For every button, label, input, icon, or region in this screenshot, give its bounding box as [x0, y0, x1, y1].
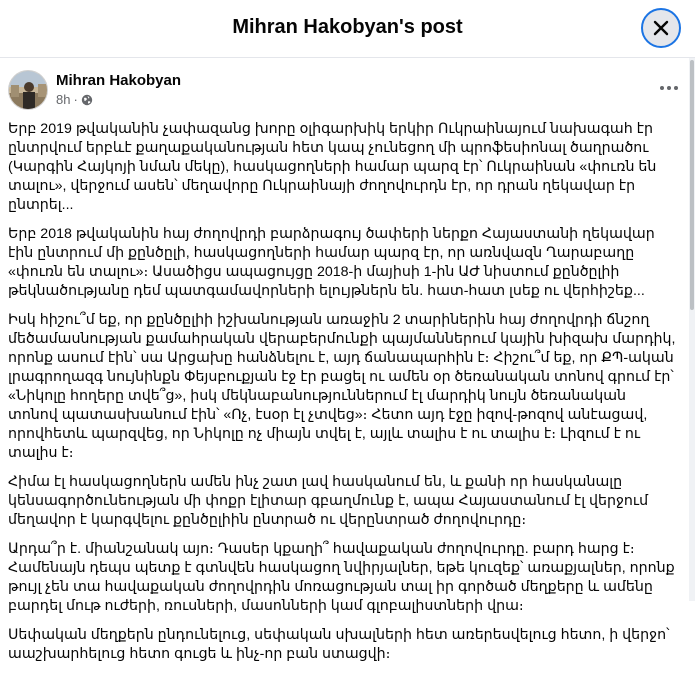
meta-separator: · — [73, 92, 78, 107]
post-paragraph: Երբ 2018 թվականին հայ ժողովրդի բարձրագույ ծափերի ներքո Հայաստանի ղեկավար էին ընտրում մի քընծըլի, հասկացողների համար պարզ էր, որ առնվազն Ղարաբաղը «փուռն են տալու»։ Ասածիցս ապացույցը 2018-ի մայիսի 1-ին ԱԺ նիստում քընծըլիի թեկնածությանը դեմ պատգամավորների ելույթներն են. հատ-հատ լսեք ու վերհիշեք... — [8, 226, 655, 299]
post-body — [8, 120, 678, 674]
post-paragraph: Արդա՞ր է. միանշանակ այո։ Դասեր կքաղի՞ հավաքական ժողովուրդը. բարդ հարց է։ Համենայն դեպս պետք է գտնվեն հասկացող նվիրյալներ, եթե կուզեք՝ առաքյալներ, որոնք թույլ չեն տա հավաքական ժողովրդին մոռացության տալ իր գործած մեղքերը և ամենը բարդել մութ ուժերի, ռուսների, մասոնների կամ գլոբալիստների վրա։ — [8, 541, 675, 614]
more-horizontal-icon — [659, 85, 679, 91]
post-paragraph: Երբ 2019 թվականին չափազանց խորը օլիգարխիկ երկիր Ուկրաինայում նախագահ էր ընտրվում երբևէ քաղաքականության հետ կապ չունեցող մի պրոֆեսիոնալ ծաղրածու (Կարգին Հայկոյի նման մեկը), հասկացողների համար պարզ էր՝ Ուկրաինան «փուռն են տալու», վերջում ասեն՝ մեղավորը Ուկրաինայի ժողովուրդն էր, որ դրան ղեկավար էր ընտրել... — [8, 121, 657, 213]
post-paragraph: Սեփական մեղքերն ընդունելուց, սեփական սխալների հետ առերեսվելուց հետո, ի վերջո՝ աաշխարհելուց հետո գուցե և ինչ-որ բան ստացվի։ — [8, 627, 670, 662]
author-name[interactable]: Mihran Hakobyan — [56, 72, 182, 89]
more-options-button[interactable] — [653, 76, 685, 100]
post-paragraph: Իսկ հիշու՞մ եք, որ քընծըլիի իշխանության առաջին 2 տարիներին հայ ժողովրդի ճնշող մեծամասնության քամահրական վերաբերմունքի պայմաններում կային խիզախ մարդիկ, որոնք ասում էին՝ սա Արցախը հանձնելու է, այդ ճանապարհին է։ Հիշու՞մ եք, որ ՔՊ-ական լրագրողազգ նույնինքն Փեյսբուքյան էջ էր բացել ու ամեն օր ծեռանական տոնով գրում էր՝ «Նիկոլը հողերը տվե՞ց», իսկ մեկնաբանություններում էլ մարդիկ նույն ծեռանական տոնով պատասխանում էին՝ «Ոչ, էսօր էլ չտվեց»։ Հետո այդ էջը իզով-թոզով անէացավ, որովհետև պարզվեց, որ Նիկոլը ոչ միայն տվել է, այլև տալիս է ու տալիս է։ Լիզում է ու տալիս է։ — [8, 312, 676, 461]
scrollbar-thumb[interactable] — [690, 60, 694, 310]
close-icon — [652, 19, 670, 37]
post-paragraph: Հիմա էլ հասկացողներն ամեն ինչ շատ լավ հասկանում են, և քանի որ հասկանալը կենսագործունեության մի փոքր էլիտար գբաղմունք է, ապա Հայաստանում էլ վերջում մեղավոր է կարգվելու քընծըլիին ընտրած ու վերընտրած ժողովուրդը։ — [8, 474, 649, 528]
close-button[interactable] — [641, 8, 681, 48]
post-header — [8, 68, 680, 112]
post-meta — [56, 92, 93, 107]
post-time[interactable]: 8h — [56, 92, 71, 107]
avatar-image — [9, 71, 48, 110]
dialog-title: Mihran Hakobyan's post — [232, 16, 463, 38]
globe-icon — [81, 94, 93, 106]
avatar[interactable] — [8, 70, 48, 110]
dialog-header — [0, 0, 695, 58]
